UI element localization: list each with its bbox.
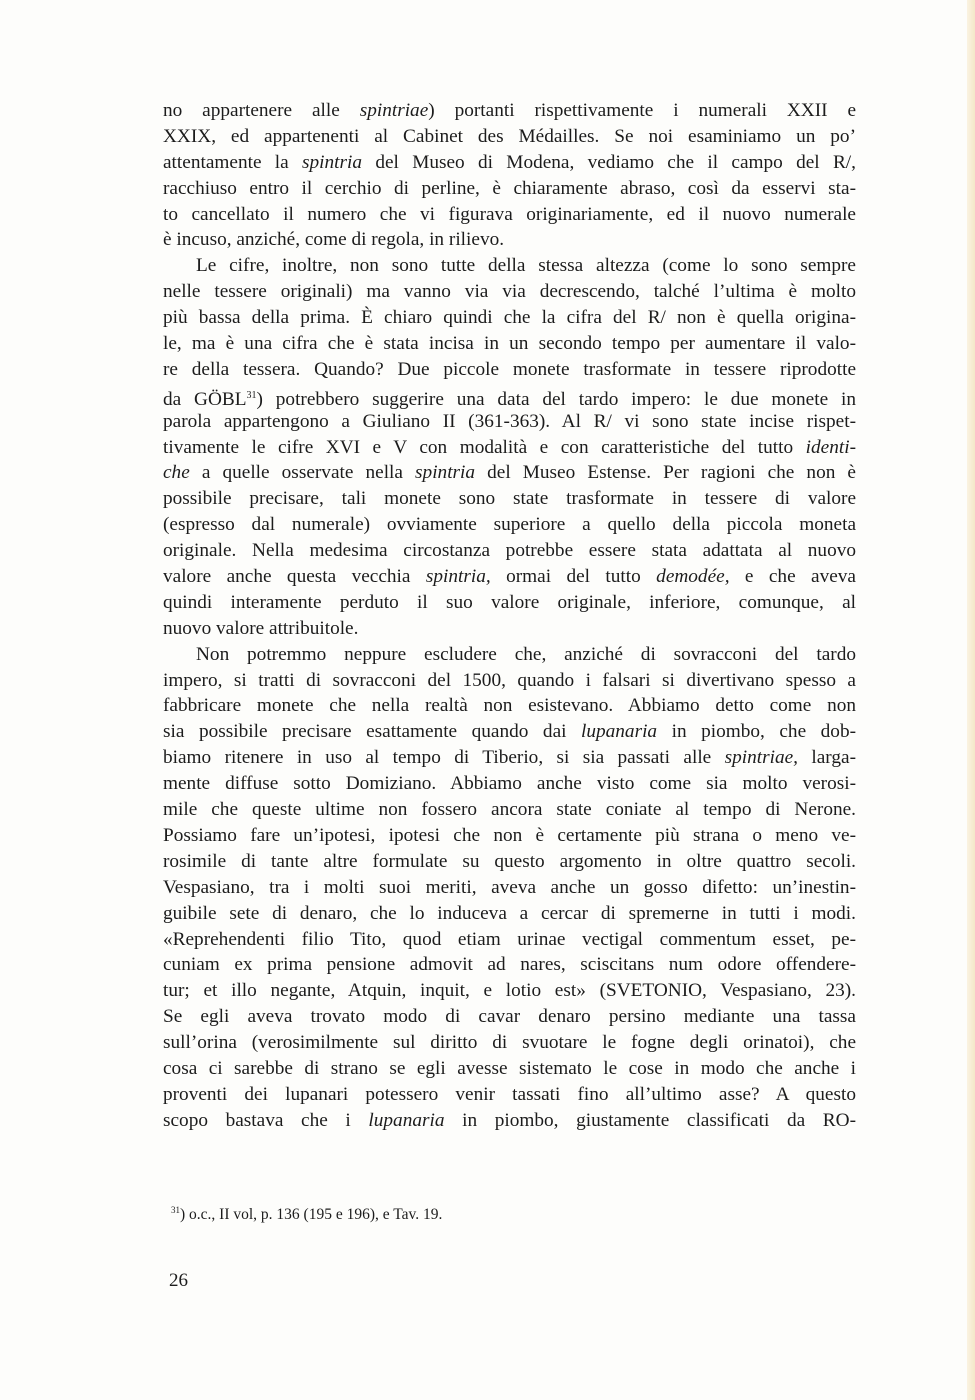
text-line: le, ma è una cifra che è stata incisa in un secondo tempo per aumentare il valo- bbox=[163, 333, 856, 355]
text-line: valore anche questa vecchia spintria, ormai del tutto demodée, e che aveva bbox=[163, 566, 856, 588]
text-line: no appartenere alle spintriae) portanti rispettivamente i numerali XXII e bbox=[163, 100, 857, 121]
text-line: XXIX, ed appartenenti al Cabinet des Médailles. Se noi esaminiamo un po’ bbox=[163, 125, 856, 147]
italic-term: spintria bbox=[415, 462, 476, 484]
text-line: scopo bastava che i lupanaria in piombo, giustamente classificati da RO- bbox=[163, 1109, 856, 1131]
text-line: to cancellato il numero che vi figurava originariamente, ed il nuovo numerale bbox=[163, 203, 856, 225]
text-line: «Reprehendenti filio Tito, quod etiam urinae vectigal commentum esset, pe- bbox=[163, 928, 856, 950]
text-line: proventi dei lupanari potessero venir tassati fino all’ultimo asse? A questo bbox=[163, 1083, 856, 1105]
text-line: attentamente la spintria del Museo di Modena, vediamo che il campo del R/, bbox=[163, 151, 856, 173]
text-line: che a quelle osservate nella spintria del Museo Estense. Per ragioni che non è bbox=[163, 462, 856, 484]
italic-term: demodée, bbox=[656, 566, 730, 588]
footnote-text: ) o.c., II vol, p. 136 (195 e 196), e Tav. 19. bbox=[180, 1206, 443, 1223]
text-line: possibile precisare, tali monete sono state trasformate in tessere di valore bbox=[163, 488, 856, 510]
text-line: fabbricare monete che nella realtà non esistevano. Abbiamo detto come non bbox=[163, 695, 856, 717]
body-text bbox=[163, 98, 856, 1134]
text-line: Possiamo fare un’ipotesi, ipotesi che non è certamente più strana o meno ve- bbox=[163, 824, 856, 846]
text-line: mile che queste ultime non fossero ancora state coniate al tempo di Nerone. bbox=[163, 799, 856, 821]
text-line: sull’orina (verosimilmente sul diritto di svuotare le fogne degli orinatoi), che bbox=[163, 1032, 856, 1054]
italic-term: lupanaria bbox=[368, 1109, 445, 1131]
footnote-31 bbox=[171, 1205, 442, 1224]
italic-term: identi- bbox=[805, 436, 856, 458]
text-line: impero, si tratti di sovracconi del 1500, quando i falsari si divertivano spesso a bbox=[163, 669, 856, 691]
text-line: nuovo valore attribuitole. bbox=[163, 617, 359, 639]
text-line: Se egli aveva trovato modo di cavar denaro persino mediante una tassa bbox=[163, 1006, 856, 1028]
page-number: 26 bbox=[169, 1270, 188, 1291]
text-line: guibile sete di denaro, che lo induceva a cercar di spremerne in tutti i modi. bbox=[163, 902, 856, 924]
text-line: parola appartengono a Giuliano II (361-363). Al R/ vi sono state incise rispet- bbox=[163, 410, 856, 432]
italic-term: lupanaria bbox=[581, 721, 658, 743]
text-line: mente diffuse sotto Domiziano. Abbiamo anche visto come sia molto verosi- bbox=[163, 773, 856, 795]
text-line: sia possibile precisare esattamente quando dai lupanaria in piombo, che dob- bbox=[163, 721, 856, 743]
footnote-reference: 31 bbox=[246, 389, 257, 401]
italic-term: spintriae, bbox=[724, 747, 798, 769]
text-line: re della tessera. Quando? Due piccole monete trasformate in tessere riprodotte bbox=[163, 358, 856, 380]
italic-term: spintria bbox=[302, 151, 363, 173]
text-line: quindi interamente perduto il suo valore originale, inferiore, comunque, al bbox=[163, 591, 856, 613]
text-line: tur; et illo negante, Atquin, inquit, e lotio est» (SVETONIO, Vespasiano, 23). bbox=[163, 980, 856, 1002]
paragraph bbox=[163, 642, 856, 1134]
text-line: biamo ritenere in uso al tempo di Tiberio, si sia passati alle spintriae, larga- bbox=[163, 747, 856, 769]
text-line: più bassa della prima. È chiaro quindi che la cifra del R/ non è quella origina- bbox=[163, 307, 856, 329]
text-line: racchiuso entro il cerchio di perline, è chiaramente abraso, così da esservi sta- bbox=[163, 177, 856, 199]
paragraph bbox=[163, 98, 856, 253]
text-line: Vespasiano, tra i molti suoi meriti, aveva anche un gosso difetto: un’inestin- bbox=[163, 876, 856, 898]
italic-term: che bbox=[163, 462, 190, 484]
italic-term: spintriae bbox=[359, 100, 429, 121]
text-line: nelle tessere originali) ma vanno via via decrescendo, talché l’ultima è molto bbox=[163, 281, 856, 303]
footnote-marker: 31 bbox=[171, 1205, 180, 1215]
text-line: cosa ci sarebbe di strano se egli avesse sistemato le cose in modo che anche i bbox=[163, 1057, 856, 1079]
text-line: (espresso dal numerale) ovviamente superiore a quello della piccola moneta bbox=[163, 514, 856, 536]
text-line: è incuso, anziché, come di regola, in rilievo. bbox=[163, 229, 505, 251]
page-edge bbox=[967, 0, 975, 1400]
paragraph bbox=[163, 253, 856, 641]
italic-term: spintria, bbox=[425, 566, 491, 588]
text-line: da GÖBL$^{31}$) potrebbero suggerire una data del tardo impero: le due monete in bbox=[163, 388, 856, 410]
text-line: Le cifre, inoltre, non sono tutte della stessa altezza (come lo sono sempre bbox=[196, 255, 856, 277]
text-line: rosimile di tante altre formulate su questo argomento in oltre quattro secoli. bbox=[163, 850, 856, 872]
text-line: originale. Nella medesima circostanza potrebbe essere stata adattata al nuovo bbox=[163, 540, 856, 562]
text-line: tivamente le cifre XVI e V con modalità e con caratteristiche del tutto identi- bbox=[163, 436, 856, 458]
text-line: Non potremmo neppure escludere che, anziché di sovracconi del tardo bbox=[196, 643, 856, 665]
text-line: cuniam ex prima pensione admovit ad nares, sciscitans num odore offendere- bbox=[163, 954, 856, 976]
